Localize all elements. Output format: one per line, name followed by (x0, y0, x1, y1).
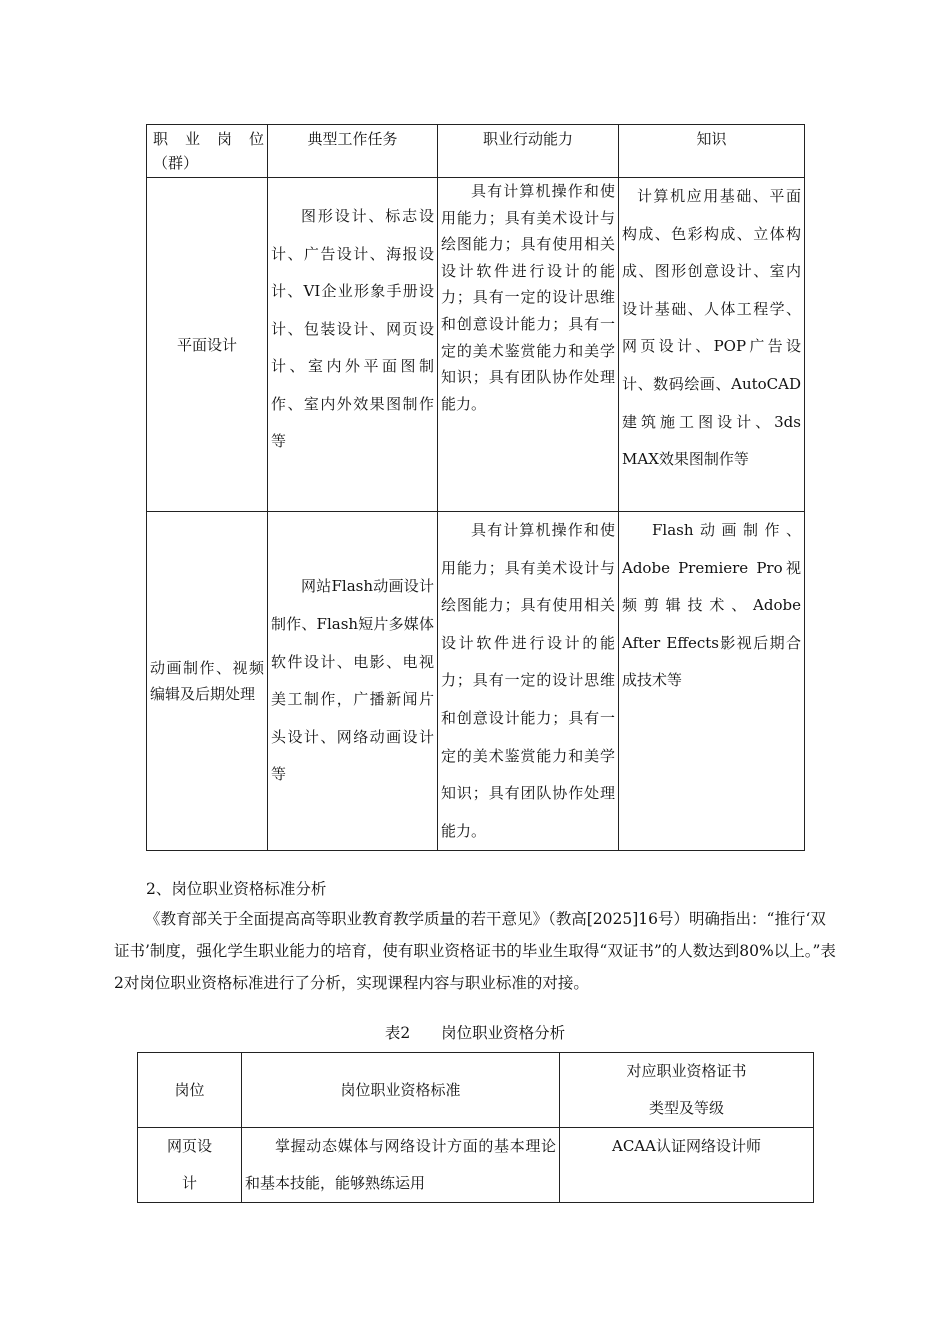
row-abilities: 具有计算机操作和使用能力；具有美术设计与绘图能力；具有使用相关设计软件进行设计的能力；具有一定的设计思维和创意设计能力；具有一定的美术鉴赏能力和美学知识；具有团队协作处理能力。 (438, 178, 619, 512)
row-position: 动画制作、视频编辑及后期处理 (147, 512, 268, 851)
table-row (147, 178, 805, 512)
header-standard: 岗位职业资格标准 (242, 1053, 560, 1128)
header-abilities: 职业行动能力 (438, 125, 619, 178)
row-position: 平面设计 (147, 178, 268, 512)
header-tasks: 典型工作任务 (268, 125, 438, 178)
section-heading: 2、岗位职业资格标准分析 (146, 880, 327, 898)
header-knowledge: 知识 (619, 125, 805, 178)
job-task-table (146, 124, 805, 851)
table-caption: 表2 岗位职业资格分析 (384, 1024, 566, 1042)
table-header-row (138, 1053, 814, 1128)
section-paragraph: 《教育部关于全面提高高等职业教育教学质量的若干意见》（教高[2025]16号）明确指出：“推行‘双证书’制度，强化学生职业能力的培育，使有职业资格证书的毕业生取得“双证书”的人数达到80%以上。”表2对岗位职业资格标准进行了分析，实现课程内容与职业标准的对接。 (114, 910, 836, 992)
row-tasks: 图形设计、标志设计、广告设计、海报设计、VI企业形象手册设计、包装设计、网页设计、室内外平面图制作、室内外效果图制作等 (268, 178, 438, 512)
table-header-row (147, 125, 805, 178)
row-standard: 掌握动态媒体与网络设计方面的基本理论和基本技能，能够熟练运用 (242, 1128, 560, 1203)
table-row (138, 1128, 814, 1203)
table-row (147, 512, 805, 851)
qualification-table (137, 1052, 814, 1203)
row-tasks: 网站Flash动画设计制作、Flash短片多媒体软件设计、电影、电视美工制作，广播新闻片头设计、网络动画设计等 (268, 512, 438, 851)
row-knowledge: 计算机应用基础、平面构成、色彩构成、立体构成、图形创意设计、室内设计基础、人体工程学、网页设计、POP广告设计、数码绘画、AutoCAD建筑施工图设计、3ds MAX效果图制作等 (619, 178, 805, 512)
header-position: 岗位 (138, 1053, 242, 1128)
header-certificate: 对应职业资格证书类型及等级 (560, 1053, 814, 1128)
row-position: 网页设计 (138, 1128, 242, 1203)
header-position: 职 业 岗 位（群） (147, 125, 268, 178)
row-knowledge: Flash动画制作、Adobe Premiere Pro视频剪辑技术、Adobe After Effects影视后期合成技术等 (619, 512, 805, 851)
row-certificate: ACAA认证网络设计师 (560, 1128, 814, 1203)
row-abilities: 具有计算机操作和使用能力；具有美术设计与绘图能力；具有使用相关设计软件进行设计的能力；具有一定的设计思维和创意设计能力；具有一定的美术鉴赏能力和美学知识；具有团队协作处理能力。 (438, 512, 619, 851)
